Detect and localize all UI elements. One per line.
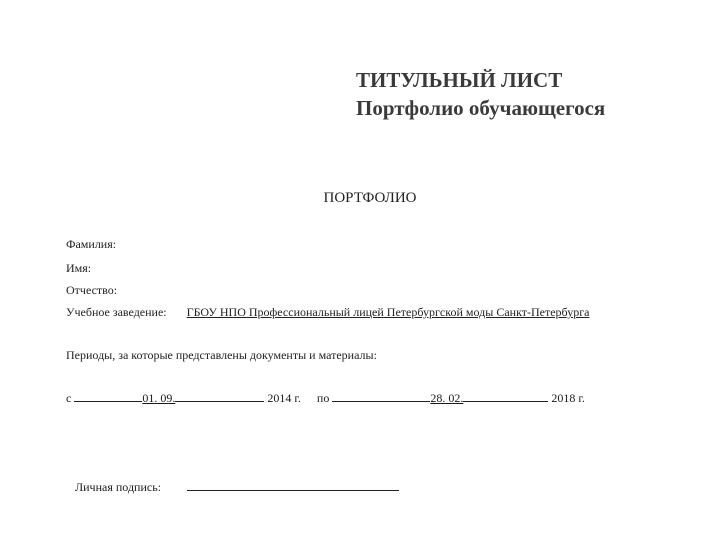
period-row — [66, 390, 585, 406]
header-title-line1: ТИТУЛЬНЫЙ ЛИСТ — [356, 68, 563, 92]
header-title-line2: Портфолио обучающегося — [356, 96, 606, 120]
period-to-date: 28. 02. — [430, 391, 464, 405]
period-to-blank-after — [463, 390, 548, 402]
institution-value: ГБОУ НПО Профессиональный лицей Петербургской моды Санкт-Петербурга — [186, 305, 590, 319]
surname-label: Фамилия: — [66, 237, 117, 251]
patronymic-label: Отчество: — [66, 283, 118, 297]
name-label: Имя: — [66, 261, 92, 275]
signature-label: Личная подпись: — [75, 480, 162, 494]
period-to-blank-before — [332, 390, 430, 402]
signature-row — [75, 479, 399, 495]
period-to-prefix: по — [316, 391, 330, 405]
institution-label: Учебное заведение: — [66, 305, 167, 319]
periods-label: Периоды, за которые представлены документы и материалы: — [66, 348, 377, 362]
institution-row — [66, 305, 589, 320]
page-header — [356, 66, 605, 122]
document-title: ПОРТФОЛИО — [323, 190, 417, 206]
signature-line — [187, 479, 399, 491]
period-to-year: 2018 г. — [551, 391, 585, 405]
period-from-date: 01. 09. — [142, 391, 176, 405]
period-from-prefix: с — [66, 391, 72, 405]
period-from-blank-after — [175, 390, 264, 402]
period-from-blank-before — [74, 390, 142, 402]
period-from-year: 2014 г. — [267, 391, 301, 405]
